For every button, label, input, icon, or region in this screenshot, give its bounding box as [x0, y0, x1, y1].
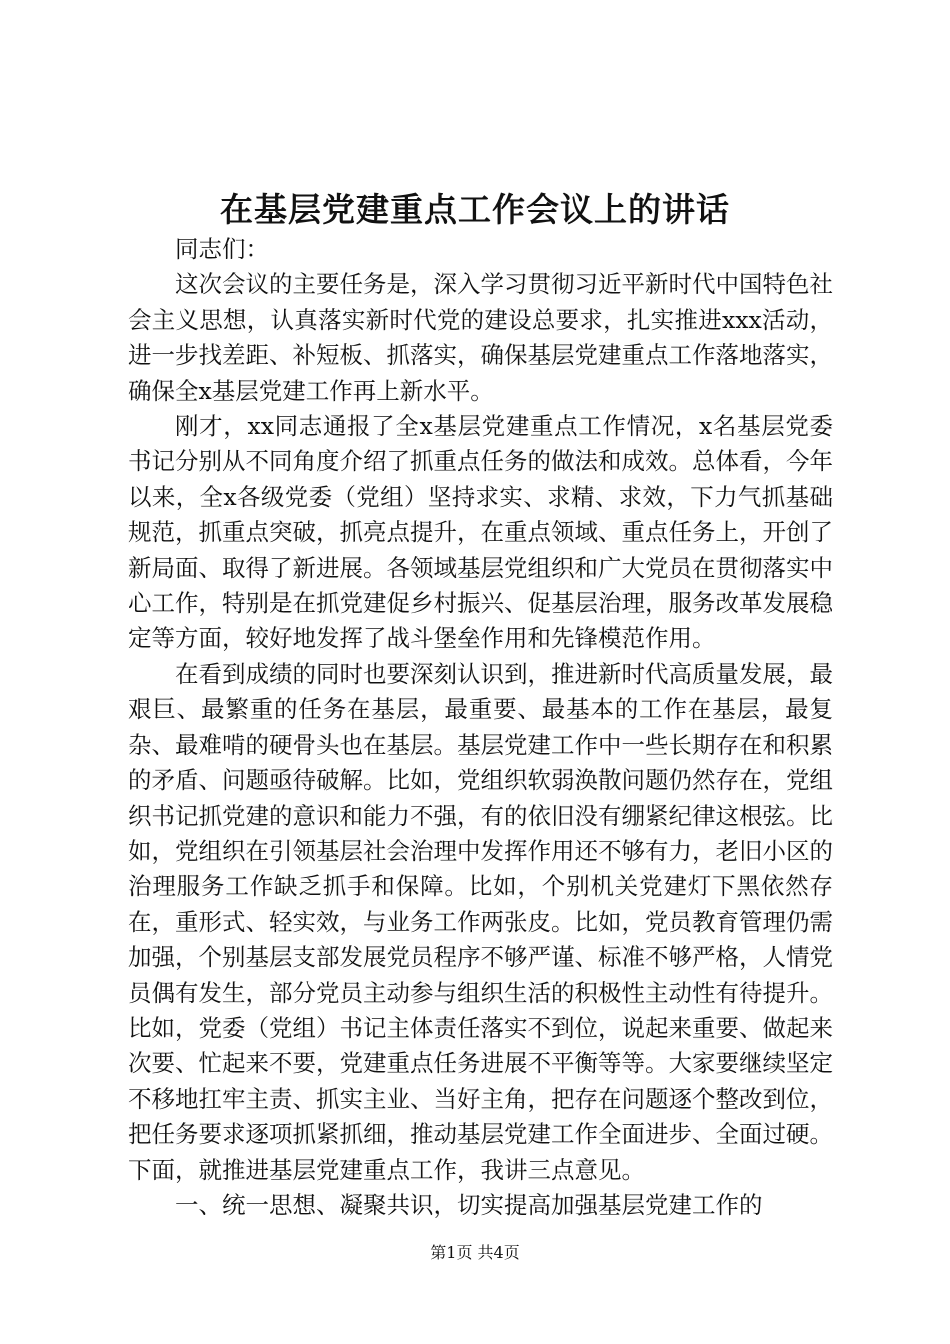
document-title: 在基层党建重点工作会议上的讲话 [220, 190, 730, 229]
section-heading-paragraph: 一、统一思想、凝聚共识，切实提高加强基层党建工作的 [175, 1190, 763, 1219]
body-paragraph: 这次会议的主要任务是，深入学习贯彻习近平新时代中国特色社会主义思想，认真落实新时代党的建设总要求，扎实推进xxx活动，进一步找差距、补短板、抓落实，确保基层党建重点工作落地落实，确保全x基层党建工作再上新水平。 [128, 270, 833, 405]
document-body [128, 232, 833, 1223]
body-paragraph: 在看到成绩的同时也要深刻认识到，推进新时代高质量发展，最艰巨、最繁重的任务在基层，最重要、最基本的工作在基层，最复杂、最难啃的硬骨头也在基层。基层党建工作中一些长期存在和积累的矛盾、问题亟待破解。比如，党组织软弱涣散问题仍然存在，党组织书记抓党建的意识和能力不强，有的依旧没有绷紧纪律这根弦。比如，党组织在引领基层社会治理中发挥作用还不够有力，老旧小区的治理服务工作缺乏抓手和保障。比如，个别机关党建灯下黑依然存在，重形式、轻实效，与业务工作两张皮。比如，党员教育管理仍需加强，个别基层支部发展党员程序不够严谨、标准不够严格，人情党员偶有发生，部分党员主动参与组织生活的积极性主动性有待提升。比如，党委（党组）书记主体责任落实不到位，说起来重要、做起来次要、忙起来不要，党建重点任务进展不平衡等等。大家要继续坚定不移地扛牢主责、抓实主业、当好主角，把存在问题逐个整改到位，把任务要求逐项抓紧抓细，推动基层党建工作全面进步、全面过硬。下面，就推进基层党建重点工作，我讲三点意见。 [128, 659, 833, 1184]
salutation-paragraph: 同志们： [175, 235, 269, 263]
body-paragraph: 刚才，xx同志通报了全x基层党建重点工作情况，x名基层党委书记分别从不同角度介绍了抓重点任务的做法和成效。总体看，今年以来，全x各级党委（党组）坚持求实、求精、求效，下力气抓基础规范，抓重点突破，抓亮点提升，在重点领域、重点任务上，开创了新局面、取得了新进展。各领域基层党组织和广大党员在贯彻落实中心工作，特别是在抓党建促乡村振兴、促基层治理，服务改革发展稳定等方面，较好地发挥了战斗堡垒作用和先锋模范作用。 [128, 412, 833, 653]
page-number-footer: 第1页 共4页 [430, 1243, 520, 1262]
